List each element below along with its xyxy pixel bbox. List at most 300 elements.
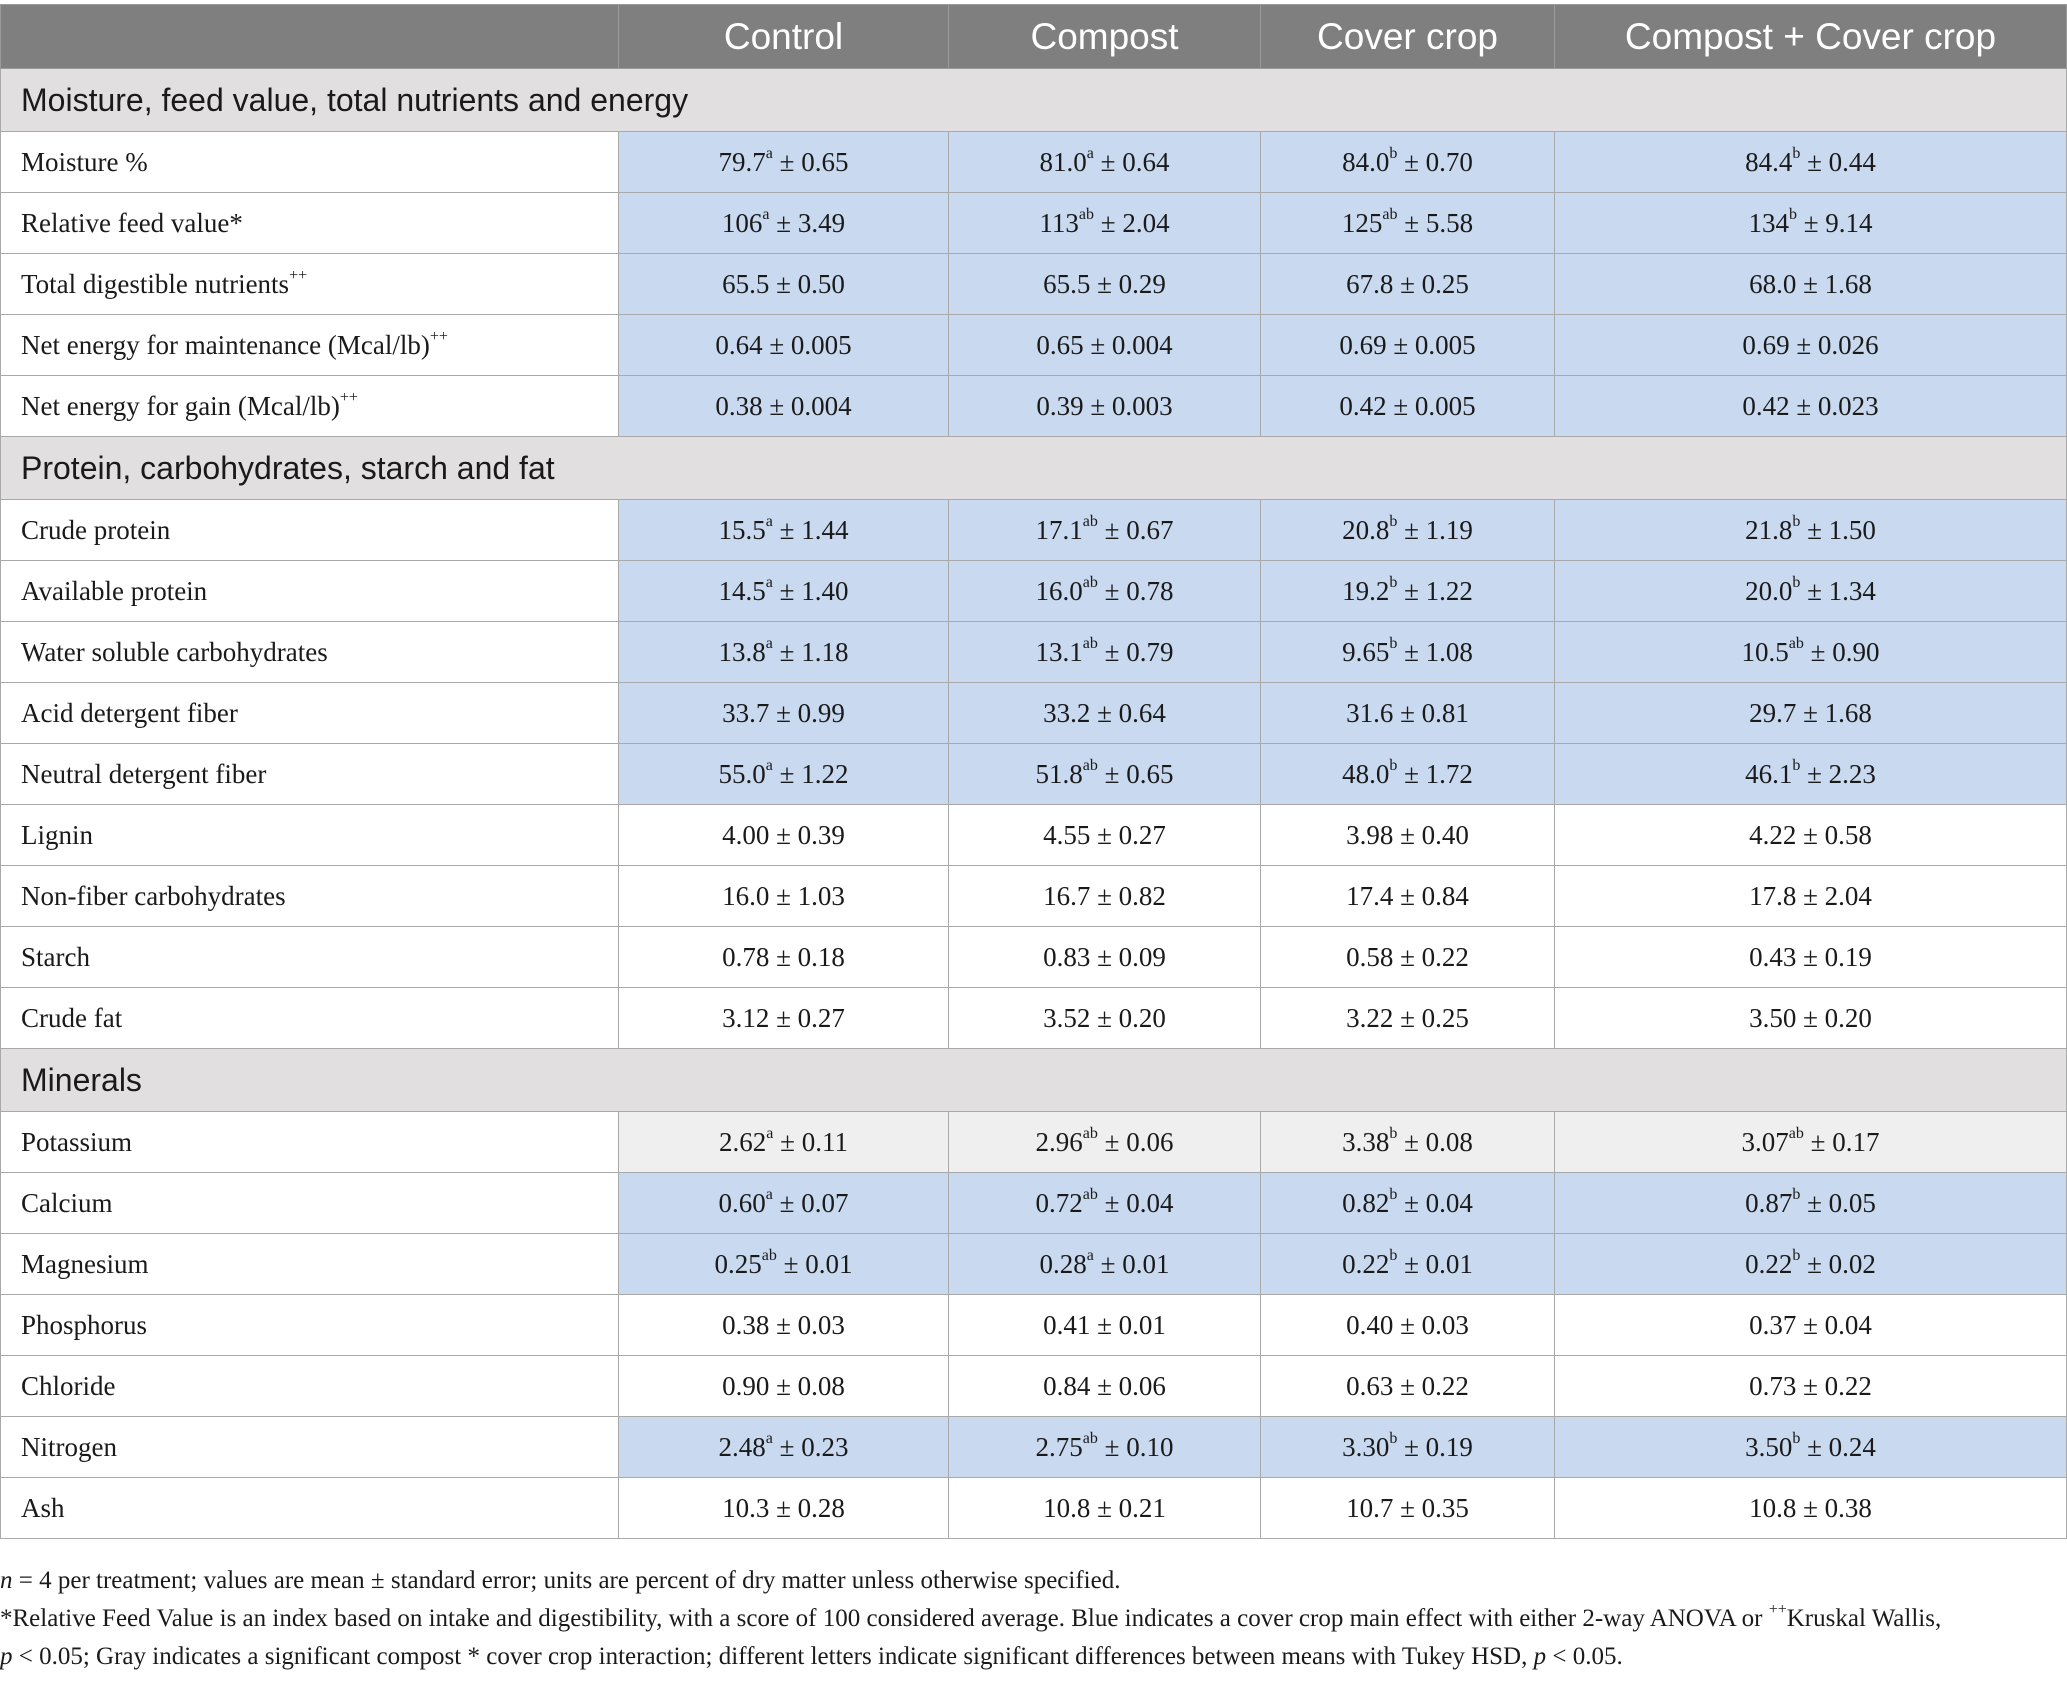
cell-value xyxy=(1346,269,1469,299)
cell-error: ± 0.79 xyxy=(1097,636,1174,667)
cell-value xyxy=(1342,1246,1473,1279)
cell-value xyxy=(1745,1185,1876,1218)
cell-mean: 3.12 ± 0.27 xyxy=(722,1002,845,1033)
cell-letter: b xyxy=(1389,1429,1398,1447)
cell-error: ± 0.65 xyxy=(1097,758,1174,789)
cell-error: ± 0.17 xyxy=(1803,1126,1880,1157)
cell-value xyxy=(718,573,849,606)
cell-value xyxy=(1745,144,1876,177)
cell-mean: 84.4 xyxy=(1745,146,1793,177)
cell-control xyxy=(619,1173,949,1234)
cell-mean: 16.0 ± 1.03 xyxy=(722,880,845,911)
cell-compost-cover-crop xyxy=(1555,500,2067,561)
cell-letter: a xyxy=(765,756,773,774)
row-label-text: Lignin xyxy=(21,819,93,850)
cell-value xyxy=(1043,881,1166,911)
cell-compost-cover-crop xyxy=(1555,1478,2067,1539)
cell-value xyxy=(1043,1493,1166,1523)
cell-compost-cover-crop xyxy=(1555,744,2067,805)
cell-value xyxy=(1749,1003,1872,1033)
cell-compost xyxy=(949,1356,1261,1417)
cell-mean: 0.60 xyxy=(718,1187,766,1218)
row-label-text: Available protein xyxy=(21,575,208,606)
cell-mean: 0.41 ± 0.01 xyxy=(1043,1309,1166,1340)
table-row xyxy=(1,500,2067,561)
cell-value xyxy=(1749,698,1872,728)
row-label xyxy=(1,193,619,254)
cell-mean: 20.8 xyxy=(1342,514,1390,545)
table-row xyxy=(1,1295,2067,1356)
cell-mean: 4.00 ± 0.39 xyxy=(722,819,845,850)
cell-value xyxy=(1741,1124,1880,1157)
cell-mean: 65.5 ± 0.50 xyxy=(722,268,845,299)
row-label xyxy=(1,988,619,1049)
cell-cover-crop xyxy=(1261,683,1555,744)
table-row xyxy=(1,805,2067,866)
cell-letter: ab xyxy=(1788,634,1804,652)
cell-value xyxy=(1742,330,1878,360)
cell-letter: b xyxy=(1389,573,1398,591)
cell-value xyxy=(1745,512,1876,545)
section-title: Moisture, feed value, total nutrients and energy xyxy=(1,69,2067,132)
cell-compost-cover-crop xyxy=(1555,315,2067,376)
cell-error: ± 1.19 xyxy=(1397,514,1473,545)
cell-compost-cover-crop xyxy=(1555,1295,2067,1356)
table-row xyxy=(1,622,2067,683)
cell-error: ± 1.18 xyxy=(772,636,849,667)
cell-mean: 0.90 ± 0.08 xyxy=(722,1370,845,1401)
row-label xyxy=(1,744,619,805)
cell-error: ± 0.01 xyxy=(1093,1248,1170,1279)
cell-cover-crop xyxy=(1261,254,1555,315)
cell-compost xyxy=(949,1417,1261,1478)
cell-letter: a xyxy=(765,573,773,591)
cell-value xyxy=(1043,942,1166,972)
cell-value xyxy=(1035,1124,1174,1157)
row-label xyxy=(1,805,619,866)
cell-mean: 16.7 ± 0.82 xyxy=(1043,880,1166,911)
row-label xyxy=(1,866,619,927)
cell-compost xyxy=(949,1295,1261,1356)
cell-mean: 0.83 ± 0.09 xyxy=(1043,941,1166,972)
cell-letter: b xyxy=(1389,1246,1398,1264)
row-label-text: Total digestible nutrients xyxy=(21,268,290,299)
row-label-text: Calcium xyxy=(21,1187,113,1218)
cell-cover-crop xyxy=(1261,1234,1555,1295)
footnote-line-1-text: = 4 per treatment; values are mean ± standard error; units are percent of dry matter unless otherwise specified. xyxy=(12,1567,1121,1594)
cell-letter: b xyxy=(1792,573,1801,591)
cell-control xyxy=(619,1234,949,1295)
cell-error: ± 0.19 xyxy=(1397,1431,1473,1462)
cell-value xyxy=(1346,1493,1469,1523)
cell-compost-cover-crop xyxy=(1555,683,2067,744)
cell-cover-crop xyxy=(1261,193,1555,254)
cell-mean: 0.22 xyxy=(1745,1248,1793,1279)
footnotes xyxy=(0,1562,2066,1676)
cell-control xyxy=(619,683,949,744)
cell-error: ± 0.11 xyxy=(773,1126,848,1157)
cell-value xyxy=(722,269,845,299)
footnote-p-1: p xyxy=(0,1643,13,1670)
row-label xyxy=(1,1234,619,1295)
header-row xyxy=(1,5,2067,69)
cell-value xyxy=(722,942,845,972)
cell-compost xyxy=(949,315,1261,376)
cell-value xyxy=(1342,1185,1473,1218)
cell-mean: 0.72 xyxy=(1035,1187,1083,1218)
cell-mean: 19.2 xyxy=(1342,575,1390,606)
table-row xyxy=(1,1356,2067,1417)
cell-mean: 3.07 xyxy=(1741,1126,1789,1157)
cell-mean: 0.38 ± 0.03 xyxy=(722,1309,845,1340)
cell-cover-crop xyxy=(1261,744,1555,805)
cell-compost-cover-crop xyxy=(1555,1417,2067,1478)
cell-value xyxy=(1749,1493,1872,1523)
cell-error: ± 1.22 xyxy=(772,758,849,789)
cell-value xyxy=(1342,1429,1473,1462)
cell-mean: 16.0 xyxy=(1035,575,1083,606)
cell-mean: 134 xyxy=(1748,207,1789,238)
cell-error: ± 0.67 xyxy=(1097,514,1174,545)
cell-mean: 3.30 xyxy=(1342,1431,1390,1462)
table-row xyxy=(1,561,2067,622)
cell-error: ± 0.24 xyxy=(1800,1431,1876,1462)
cell-mean: 0.78 ± 0.18 xyxy=(722,941,845,972)
cell-error: ± 1.34 xyxy=(1800,575,1876,606)
cell-error: ± 0.70 xyxy=(1397,146,1473,177)
cell-mean: 0.64 ± 0.005 xyxy=(715,329,852,360)
cell-compost xyxy=(949,376,1261,437)
row-label-text: Water soluble carbohydrates xyxy=(21,636,328,667)
row-label-text: Nitrogen xyxy=(21,1431,117,1462)
cell-mean: 4.22 ± 0.58 xyxy=(1749,819,1872,850)
cell-value xyxy=(715,391,851,421)
cell-value xyxy=(1748,205,1873,238)
cell-mean: 0.22 xyxy=(1342,1248,1390,1279)
row-label xyxy=(1,1112,619,1173)
cell-value xyxy=(1346,1371,1469,1401)
cell-letter: ab xyxy=(1082,1185,1098,1203)
row-label xyxy=(1,561,619,622)
cell-mean: 0.69 ± 0.005 xyxy=(1339,329,1476,360)
cell-mean: 51.8 xyxy=(1035,758,1083,789)
cell-compost-cover-crop xyxy=(1555,988,2067,1049)
cell-mean: 3.38 xyxy=(1342,1126,1390,1157)
row-label-text: Moisture % xyxy=(21,146,148,177)
cell-control xyxy=(619,1478,949,1539)
cell-error: ± 0.01 xyxy=(776,1248,853,1279)
cell-letter: b xyxy=(1792,1185,1801,1203)
row-label-text: Starch xyxy=(21,941,90,972)
row-label xyxy=(1,1478,619,1539)
cell-cover-crop xyxy=(1261,132,1555,193)
cell-mean: 0.28 xyxy=(1039,1248,1087,1279)
cell-cover-crop xyxy=(1261,622,1555,683)
cell-letter: a xyxy=(765,1185,773,1203)
cell-value xyxy=(1745,573,1876,606)
cell-control xyxy=(619,988,949,1049)
row-label xyxy=(1,927,619,988)
cell-value xyxy=(1043,1310,1166,1340)
cell-error: ± 0.01 xyxy=(1397,1248,1473,1279)
cell-mean: 0.63 ± 0.22 xyxy=(1346,1370,1469,1401)
cell-value xyxy=(1749,269,1872,299)
cell-letter: a xyxy=(1086,144,1094,162)
cell-mean: 125 xyxy=(1341,207,1383,238)
cell-value xyxy=(718,512,849,545)
cell-value xyxy=(718,756,849,789)
cell-cover-crop xyxy=(1261,1417,1555,1478)
row-label xyxy=(1,1356,619,1417)
cell-cover-crop xyxy=(1261,927,1555,988)
cell-value xyxy=(1749,1310,1872,1340)
cell-mean: 65.5 ± 0.29 xyxy=(1043,268,1166,299)
cell-control xyxy=(619,1356,949,1417)
cell-mean: 15.5 xyxy=(718,514,766,545)
cell-value xyxy=(714,1246,853,1279)
cell-mean: 46.1 xyxy=(1745,758,1793,789)
cell-value xyxy=(1039,1246,1170,1279)
cell-compost xyxy=(949,683,1261,744)
cell-value xyxy=(1745,1429,1876,1462)
cell-cover-crop xyxy=(1261,1112,1555,1173)
cell-value xyxy=(1339,391,1475,421)
row-label xyxy=(1,315,619,376)
cell-letter: b xyxy=(1389,756,1398,774)
row-label xyxy=(1,132,619,193)
cell-compost xyxy=(949,132,1261,193)
cell-cover-crop xyxy=(1261,1356,1555,1417)
cell-mean: 0.43 ± 0.19 xyxy=(1749,941,1872,972)
cell-mean: 81.0 xyxy=(1039,146,1087,177)
row-label-text: Phosphorus xyxy=(21,1309,148,1340)
cell-compost xyxy=(949,805,1261,866)
cell-compost-cover-crop xyxy=(1555,254,2067,315)
row-label xyxy=(1,622,619,683)
cell-mean: 0.42 ± 0.023 xyxy=(1742,390,1879,421)
cell-compost xyxy=(949,866,1261,927)
cell-letter: a xyxy=(762,205,770,223)
header-control: Control xyxy=(619,5,949,69)
header-blank xyxy=(1,5,619,69)
row-label xyxy=(1,1295,619,1356)
row-label-text: Ash xyxy=(21,1492,65,1523)
cell-mean: 17.4 ± 0.84 xyxy=(1346,880,1469,911)
cell-mean: 106 xyxy=(721,207,763,238)
footnote-line-3 xyxy=(0,1638,2066,1676)
cell-control xyxy=(619,193,949,254)
cell-mean: 3.50 xyxy=(1745,1431,1793,1462)
cell-compost xyxy=(949,927,1261,988)
cell-value xyxy=(722,820,845,850)
cell-cover-crop xyxy=(1261,1478,1555,1539)
cell-control xyxy=(619,805,949,866)
cell-control xyxy=(619,622,949,683)
cell-control xyxy=(619,927,949,988)
table-row xyxy=(1,376,2067,437)
cell-value xyxy=(722,1371,845,1401)
cell-mean: 0.25 xyxy=(714,1248,762,1279)
cell-letter: a xyxy=(765,144,773,162)
row-label xyxy=(1,254,619,315)
cell-mean: 55.0 xyxy=(718,758,766,789)
cell-error: ± 1.72 xyxy=(1397,758,1473,789)
cell-error: ± 1.08 xyxy=(1397,636,1473,667)
cell-mean: 10.7 ± 0.35 xyxy=(1346,1492,1469,1523)
cell-compost-cover-crop xyxy=(1555,1234,2067,1295)
cell-mean: 3.22 ± 0.25 xyxy=(1346,1002,1469,1033)
cell-letter: ab xyxy=(1082,756,1098,774)
cell-mean: 0.69 ± 0.026 xyxy=(1742,329,1879,360)
cell-letter: b xyxy=(1389,1124,1398,1142)
cell-compost-cover-crop xyxy=(1555,561,2067,622)
cell-letter: ab xyxy=(1082,1429,1098,1447)
cell-error: ± 5.58 xyxy=(1397,207,1474,238)
row-label-text: Acid detergent fiber xyxy=(21,697,238,728)
section-title: Minerals xyxy=(1,1049,2067,1112)
cell-error: ± 0.23 xyxy=(772,1431,849,1462)
cell-value xyxy=(1346,881,1469,911)
cell-cover-crop xyxy=(1261,988,1555,1049)
table-row xyxy=(1,315,2067,376)
table-row xyxy=(1,988,2067,1049)
cell-error: ± 0.08 xyxy=(1397,1126,1473,1157)
cell-letter: b xyxy=(1389,512,1398,530)
cell-compost-cover-crop xyxy=(1555,1112,2067,1173)
cell-mean: 0.38 ± 0.004 xyxy=(715,390,852,421)
row-label xyxy=(1,1173,619,1234)
cell-error: ± 3.49 xyxy=(769,207,846,238)
cell-mean: 0.37 ± 0.04 xyxy=(1749,1309,1872,1340)
cell-letter: ab xyxy=(1078,205,1095,223)
cell-error: ± 0.10 xyxy=(1097,1431,1174,1462)
cell-mean: 13.1 xyxy=(1035,636,1083,667)
cell-error: ± 0.90 xyxy=(1803,636,1880,667)
cell-value xyxy=(1036,391,1172,421)
cell-letter: ab xyxy=(1082,1124,1098,1142)
cell-letter: a xyxy=(765,634,773,652)
cell-value xyxy=(722,698,845,728)
cell-compost xyxy=(949,1173,1261,1234)
section-row xyxy=(1,69,2067,132)
cell-letter: b xyxy=(1792,1429,1801,1447)
cell-cover-crop xyxy=(1261,376,1555,437)
cell-value xyxy=(1035,1429,1174,1462)
cell-error: ± 1.22 xyxy=(1397,575,1473,606)
cell-compost xyxy=(949,1112,1261,1173)
header-compost-cover-crop: Compost + Cover crop xyxy=(1555,5,2067,69)
cell-letter: b xyxy=(1389,144,1398,162)
cell-value xyxy=(718,1429,849,1462)
row-label-text: Relative feed value* xyxy=(21,207,243,238)
cell-compost xyxy=(949,1478,1261,1539)
row-label xyxy=(1,1417,619,1478)
cell-letter: a xyxy=(766,1124,774,1142)
table-row xyxy=(1,866,2067,927)
cell-letter: b xyxy=(1788,205,1797,223)
footnote-n: n xyxy=(0,1567,13,1594)
cell-value xyxy=(1346,820,1469,850)
cell-letter: a xyxy=(1086,1246,1094,1264)
cell-mean: 0.58 ± 0.22 xyxy=(1346,941,1469,972)
cell-mean: 84.0 xyxy=(1342,146,1390,177)
cell-error: ± 0.44 xyxy=(1800,146,1876,177)
cell-value xyxy=(1342,573,1473,606)
cell-mean: 10.5 xyxy=(1741,636,1789,667)
cell-letter: a xyxy=(765,1429,773,1447)
cell-value xyxy=(1035,756,1174,789)
row-label-text: Chloride xyxy=(21,1370,116,1401)
cell-letter: b xyxy=(1792,756,1801,774)
cell-letter: ab xyxy=(1788,1124,1804,1142)
cell-mean: 0.42 ± 0.005 xyxy=(1339,390,1476,421)
table-row xyxy=(1,744,2067,805)
cell-letter: ab xyxy=(1082,512,1098,530)
cell-value xyxy=(1035,1185,1174,1218)
section-title: Protein, carbohydrates, starch and fat xyxy=(1,437,2067,500)
table-row xyxy=(1,1417,2067,1478)
cell-value xyxy=(1043,820,1166,850)
cell-value xyxy=(721,205,846,238)
cell-compost-cover-crop xyxy=(1555,1173,2067,1234)
table-body xyxy=(1,69,2067,1539)
table-row xyxy=(1,132,2067,193)
cell-mean: 3.52 ± 0.20 xyxy=(1043,1002,1166,1033)
cell-letter: b xyxy=(1389,634,1398,652)
table-row xyxy=(1,683,2067,744)
cell-mean: 2.75 xyxy=(1035,1431,1083,1462)
cell-mean: 0.84 ± 0.06 xyxy=(1043,1370,1166,1401)
cell-value xyxy=(1043,1003,1166,1033)
table-row xyxy=(1,193,2067,254)
cell-mean: 2.48 xyxy=(718,1431,766,1462)
cell-value xyxy=(1341,205,1474,238)
cell-error: ± 0.64 xyxy=(1093,146,1170,177)
cell-control xyxy=(619,254,949,315)
footnote-line-2 xyxy=(0,1600,2066,1638)
cell-compost xyxy=(949,193,1261,254)
cell-mean: 0.87 xyxy=(1745,1187,1793,1218)
cell-letter: b xyxy=(1389,1185,1398,1203)
row-label xyxy=(1,683,619,744)
row-label xyxy=(1,500,619,561)
cell-value xyxy=(1035,512,1174,545)
cell-letter: b xyxy=(1792,144,1801,162)
cell-cover-crop xyxy=(1261,805,1555,866)
cell-value xyxy=(1342,1124,1473,1157)
cell-letter: a xyxy=(765,512,773,530)
cell-compost xyxy=(949,622,1261,683)
cell-compost xyxy=(949,988,1261,1049)
cell-value xyxy=(1742,391,1878,421)
cell-value xyxy=(1741,634,1880,667)
cell-value xyxy=(718,1185,849,1218)
cell-control xyxy=(619,744,949,805)
cell-mean: 9.65 xyxy=(1342,636,1390,667)
table-row xyxy=(1,1478,2067,1539)
cell-letter: ab xyxy=(1082,573,1098,591)
cell-mean: 17.8 ± 2.04 xyxy=(1749,880,1872,911)
cell-letter: b xyxy=(1792,512,1801,530)
cell-error: ± 0.78 xyxy=(1097,575,1174,606)
cell-value xyxy=(1043,269,1166,299)
row-label-text: Net energy for gain (Mcal/lb) xyxy=(21,390,340,421)
cell-value xyxy=(1342,756,1473,789)
cell-value xyxy=(1036,330,1172,360)
cell-value xyxy=(1342,634,1473,667)
cell-value xyxy=(1749,942,1872,972)
cell-control xyxy=(619,1112,949,1173)
